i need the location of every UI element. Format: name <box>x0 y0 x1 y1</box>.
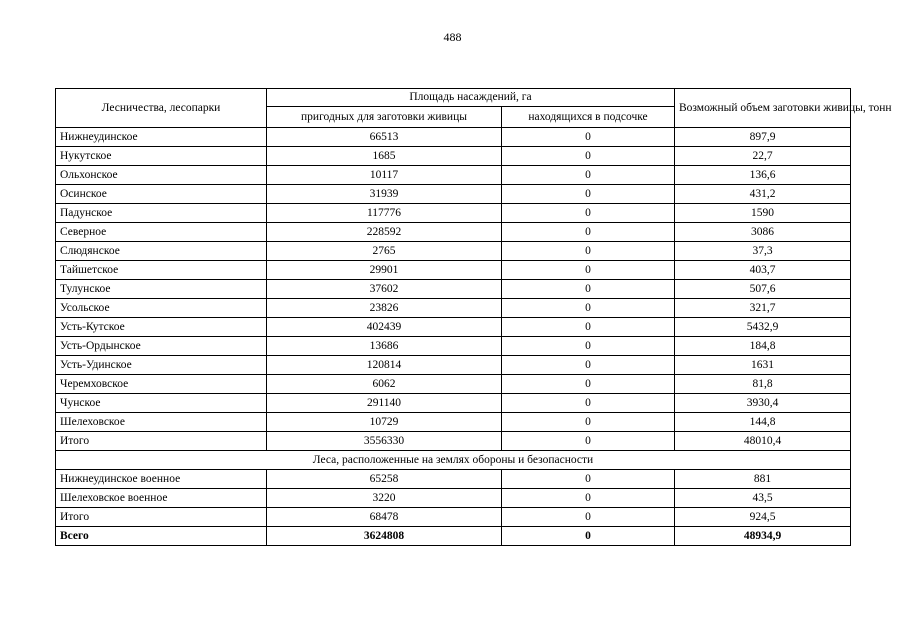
forestry-cell: Итого <box>56 432 267 451</box>
tapping-area-cell: 0 <box>502 299 675 318</box>
suitable-area-cell: 29901 <box>267 261 502 280</box>
page-number: 488 <box>443 30 462 44</box>
volume-cell: 897,9 <box>675 128 851 147</box>
forestry-cell: Всего <box>56 527 267 546</box>
tapping-area-cell: 0 <box>502 356 675 375</box>
suitable-area-cell: 65258 <box>267 470 502 489</box>
volume-cell: 48934,9 <box>675 527 851 546</box>
tapping-area-cell: 0 <box>502 318 675 337</box>
volume-cell: 144,8 <box>675 413 851 432</box>
forestry-cell: Усть-Ордынское <box>56 337 267 356</box>
suitable-area-cell: 402439 <box>267 318 502 337</box>
header-tapping: находящихся в подсочке <box>502 107 675 128</box>
volume-cell: 924,5 <box>675 508 851 527</box>
suitable-area-cell: 10729 <box>267 413 502 432</box>
table-row <box>56 261 851 280</box>
volume-cell: 507,6 <box>675 280 851 299</box>
volume-cell: 3930,4 <box>675 394 851 413</box>
suitable-area-cell: 2765 <box>267 242 502 261</box>
table-row <box>56 432 851 451</box>
forestry-cell: Усольское <box>56 299 267 318</box>
section-title: Леса, расположенные на землях обороны и безопасности <box>56 451 851 470</box>
table-row <box>56 223 851 242</box>
volume-cell: 3086 <box>675 223 851 242</box>
tapping-area-cell: 0 <box>502 375 675 394</box>
volume-cell: 136,6 <box>675 166 851 185</box>
forestry-cell: Ольхонское <box>56 166 267 185</box>
forestry-cell: Северное <box>56 223 267 242</box>
suitable-area-cell: 1685 <box>267 147 502 166</box>
section-row <box>56 451 851 470</box>
tapping-area-cell: 0 <box>502 432 675 451</box>
tapping-area-cell: 0 <box>502 413 675 432</box>
suitable-area-cell: 10117 <box>267 166 502 185</box>
table-row <box>56 337 851 356</box>
forestry-cell: Тайшетское <box>56 261 267 280</box>
suitable-area-cell: 117776 <box>267 204 502 223</box>
table-row <box>56 166 851 185</box>
suitable-area-cell: 3624808 <box>267 527 502 546</box>
forestry-cell: Шелеховское <box>56 413 267 432</box>
table-row <box>56 470 851 489</box>
suitable-area-cell: 68478 <box>267 508 502 527</box>
table-row <box>56 204 851 223</box>
forestry-cell: Падунское <box>56 204 267 223</box>
tapping-area-cell: 0 <box>502 394 675 413</box>
table-row <box>56 147 851 166</box>
forestry-cell: Чунское <box>56 394 267 413</box>
forestry-cell: Итого <box>56 508 267 527</box>
tapping-area-cell: 0 <box>502 280 675 299</box>
suitable-area-cell: 3556330 <box>267 432 502 451</box>
tapping-area-cell: 0 <box>502 527 675 546</box>
volume-cell: 321,7 <box>675 299 851 318</box>
tapping-area-cell: 0 <box>502 204 675 223</box>
volume-cell: 431,2 <box>675 185 851 204</box>
forestry-cell: Черемховское <box>56 375 267 394</box>
volume-cell: 881 <box>675 470 851 489</box>
tapping-area-cell: 0 <box>502 147 675 166</box>
table-row <box>56 356 851 375</box>
forestry-cell: Осинское <box>56 185 267 204</box>
table-row <box>56 280 851 299</box>
volume-cell: 22,7 <box>675 147 851 166</box>
table-row <box>56 413 851 432</box>
forestry-cell: Тулунское <box>56 280 267 299</box>
volume-cell: 5432,9 <box>675 318 851 337</box>
suitable-area-cell: 66513 <box>267 128 502 147</box>
tapping-area-cell: 0 <box>502 337 675 356</box>
table-row <box>56 508 851 527</box>
table-row <box>56 394 851 413</box>
tapping-area-cell: 0 <box>502 470 675 489</box>
volume-cell: 1631 <box>675 356 851 375</box>
suitable-area-cell: 3220 <box>267 489 502 508</box>
suitable-area-cell: 228592 <box>267 223 502 242</box>
header-row-top <box>56 89 851 107</box>
table-row <box>56 318 851 337</box>
resin-harvest-table <box>55 88 892 546</box>
volume-cell: 81,8 <box>675 375 851 394</box>
tapping-area-cell: 0 <box>502 166 675 185</box>
suitable-area-cell: 120814 <box>267 356 502 375</box>
table-row <box>56 185 851 204</box>
header-forestry: Лесничества, лесопарки <box>56 89 267 128</box>
volume-cell: 43,5 <box>675 489 851 508</box>
suitable-area-cell: 31939 <box>267 185 502 204</box>
header-area-group: Площадь насаждений, га <box>267 89 675 107</box>
header-suitable: пригодных для заготовки живицы <box>267 107 502 128</box>
volume-cell: 184,8 <box>675 337 851 356</box>
volume-cell: 1590 <box>675 204 851 223</box>
tapping-area-cell: 0 <box>502 128 675 147</box>
tapping-area-cell: 0 <box>502 223 675 242</box>
table-row <box>56 299 851 318</box>
forestry-cell: Слюдянское <box>56 242 267 261</box>
volume-cell: 403,7 <box>675 261 851 280</box>
table-row <box>56 489 851 508</box>
forestry-cell: Усть-Кутское <box>56 318 267 337</box>
tapping-area-cell: 0 <box>502 489 675 508</box>
suitable-area-cell: 13686 <box>267 337 502 356</box>
forestry-cell: Усть-Удинское <box>56 356 267 375</box>
header-volume: Возможный объем заготовки живицы, тонн <box>675 89 851 128</box>
table-row <box>56 128 851 147</box>
volume-cell: 37,3 <box>675 242 851 261</box>
volume-cell: 48010,4 <box>675 432 851 451</box>
suitable-area-cell: 23826 <box>267 299 502 318</box>
tapping-area-cell: 0 <box>502 508 675 527</box>
forestry-cell: Нижнеудинское военное <box>56 470 267 489</box>
table-body <box>56 128 851 546</box>
forestry-cell: Шелеховское военное <box>56 489 267 508</box>
suitable-area-cell: 37602 <box>267 280 502 299</box>
grand-total-row <box>56 527 851 546</box>
forestry-cell: Нижнеудинское <box>56 128 267 147</box>
tapping-area-cell: 0 <box>502 242 675 261</box>
tapping-area-cell: 0 <box>502 261 675 280</box>
suitable-area-cell: 6062 <box>267 375 502 394</box>
table-row <box>56 375 851 394</box>
table-row <box>56 242 851 261</box>
forestry-cell: Нукутское <box>56 147 267 166</box>
tapping-area-cell: 0 <box>502 185 675 204</box>
suitable-area-cell: 291140 <box>267 394 502 413</box>
